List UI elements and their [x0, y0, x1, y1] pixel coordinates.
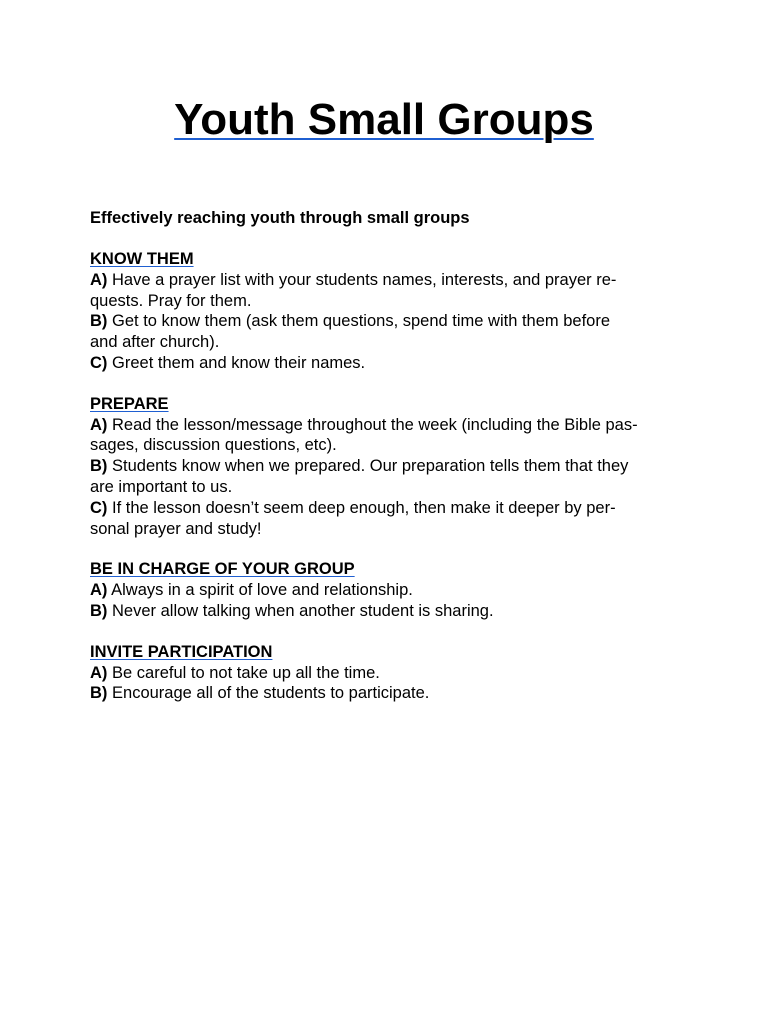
- item-text: Encourage all of the students to participate.: [112, 684, 430, 703]
- item-text: Greet them and know their names.: [112, 353, 366, 372]
- item-text: If the lesson doesn’t seem deep enough, then make it deeper by per-: [112, 498, 616, 517]
- item-marker: C): [90, 353, 108, 372]
- list-item: [90, 498, 678, 540]
- item-text: Students know when we prepared. Our preparation tells them that they: [112, 457, 629, 476]
- list-item: [90, 270, 678, 312]
- item-text: Never allow talking when another student is sharing.: [112, 601, 494, 620]
- item-marker: B): [90, 601, 108, 620]
- list-item: [90, 311, 678, 353]
- item-text-continued: sages, discussion questions, etc).: [90, 436, 337, 455]
- page-title: Youth Small Groups: [174, 95, 594, 144]
- item-text: Read the lesson/message throughout the week (including the Bible pas-: [112, 415, 638, 434]
- item-text: Always in a spirit of love and relationship.: [111, 581, 413, 600]
- item-marker: B): [90, 684, 108, 703]
- section-heading: [90, 394, 678, 415]
- list-item: [90, 456, 678, 498]
- section-prepare: [90, 394, 678, 540]
- list-item: [90, 663, 678, 684]
- item-marker: A): [90, 415, 108, 434]
- section-heading-text: PREPARE: [90, 394, 169, 413]
- item-text-continued: are important to us.: [90, 477, 233, 496]
- list-item: [90, 601, 678, 622]
- item-marker: B): [90, 312, 108, 331]
- item-text: Get to know them (ask them questions, spend time with them before: [112, 312, 611, 331]
- list-item: [90, 415, 678, 457]
- item-text-continued: sonal prayer and study!: [90, 519, 262, 538]
- item-marker: A): [90, 270, 108, 289]
- section-invite-participation: [90, 642, 678, 704]
- item-text: Be careful to not take up all the time.: [112, 663, 380, 682]
- item-text-continued: quests. Pray for them.: [90, 291, 252, 310]
- section-heading-text: BE IN CHARGE OF YOUR GROUP: [90, 560, 355, 579]
- section-heading: [90, 249, 678, 270]
- list-item: [90, 353, 678, 374]
- list-item: [90, 580, 678, 601]
- item-marker: B): [90, 457, 108, 476]
- item-marker: A): [90, 581, 108, 600]
- item-text: Have a prayer list with your students names, interests, and prayer re-: [112, 270, 617, 289]
- section-heading-text: INVITE PARTICIPATION: [90, 642, 273, 661]
- section-heading-text: KNOW THEM: [90, 250, 194, 268]
- item-marker: C): [90, 498, 108, 517]
- list-item: [90, 683, 678, 704]
- item-marker: A): [90, 663, 108, 682]
- section-be-in-charge: [90, 559, 678, 621]
- section-heading: [90, 559, 678, 580]
- title-wrap: [90, 0, 678, 148]
- section-heading: [90, 642, 678, 663]
- item-text-continued: and after church).: [90, 333, 220, 352]
- section-know-them: [90, 249, 678, 374]
- document-subtitle: Effectively reaching youth through small groups: [90, 209, 470, 227]
